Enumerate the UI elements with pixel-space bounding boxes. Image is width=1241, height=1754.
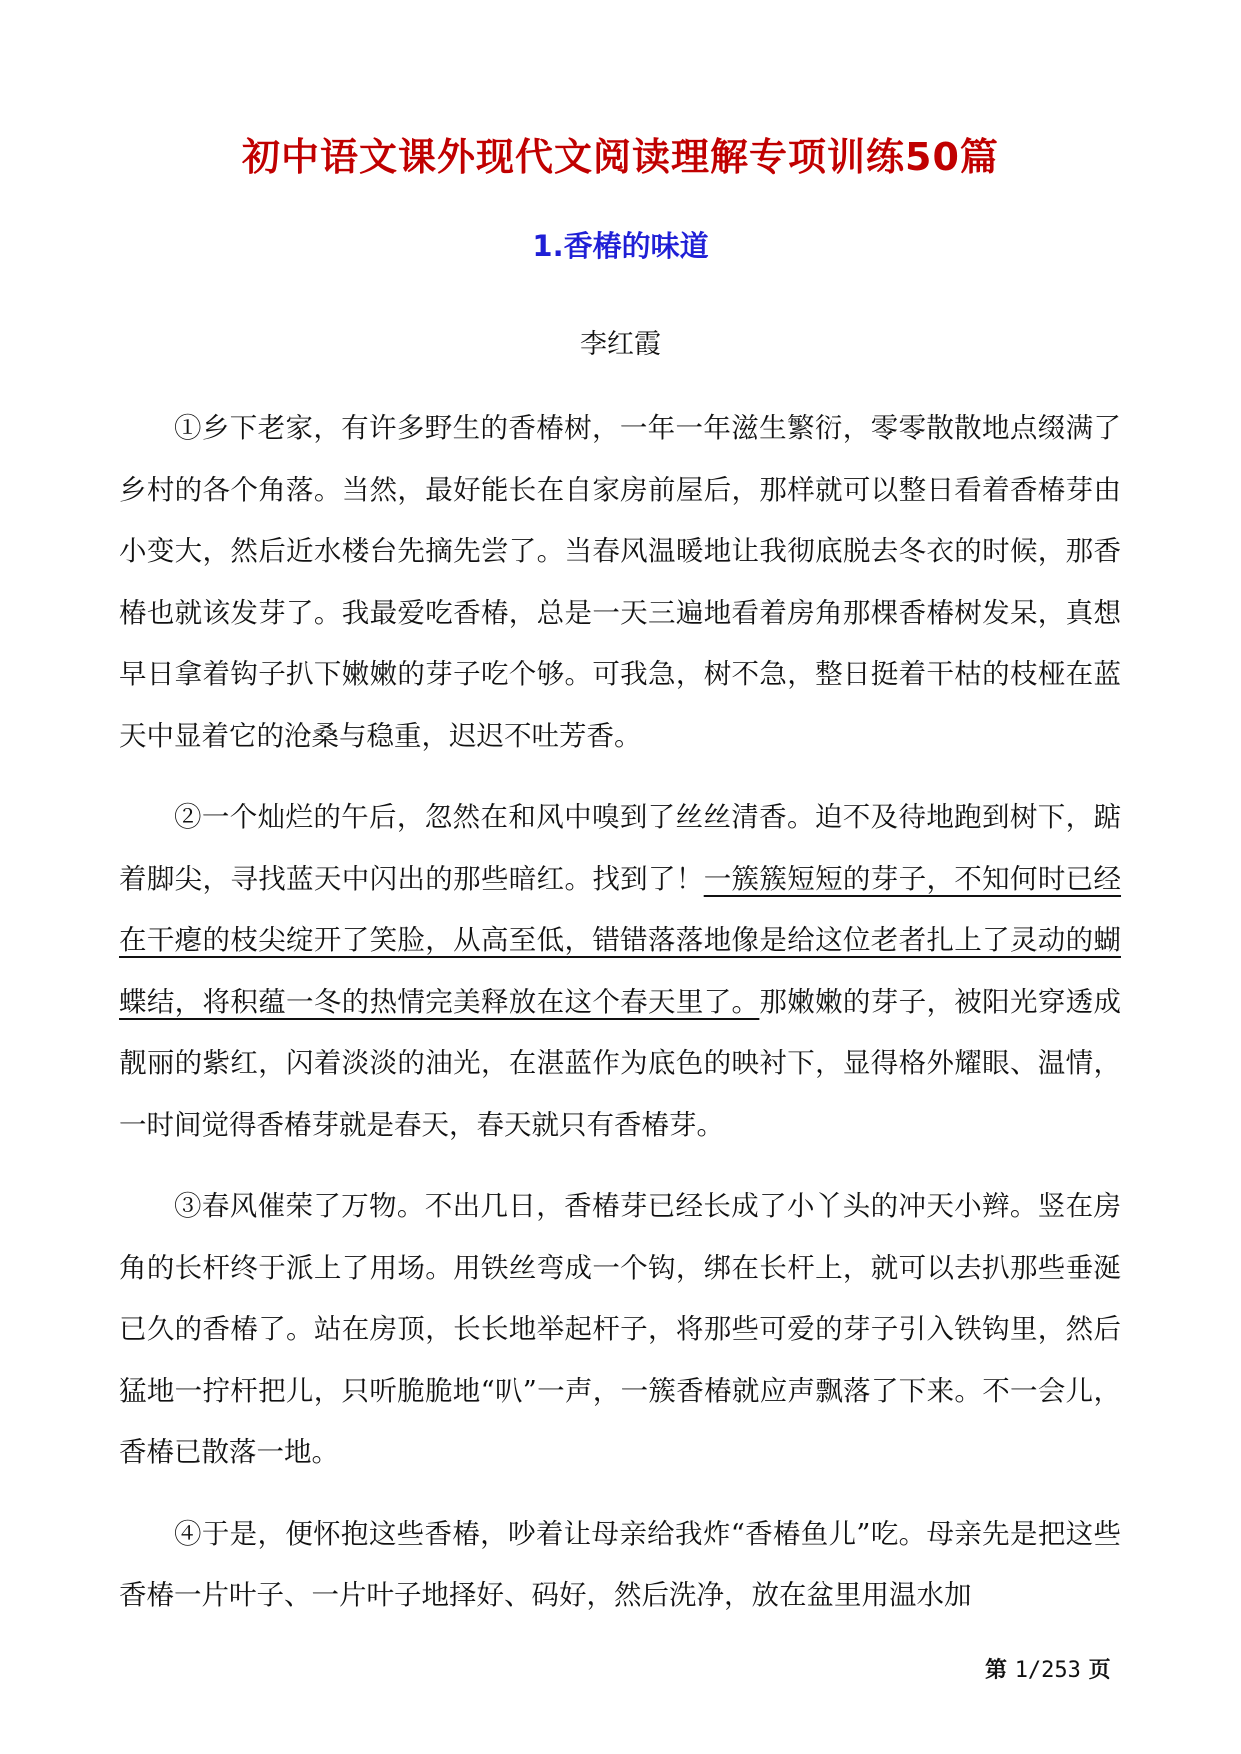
paragraph-2: [119, 787, 1121, 1156]
page-number-prefix: 第: [985, 1657, 1008, 1683]
paragraph-2-before: ②一个灿烂的午后，忽然在和风中嗅到了丝丝清香。迫不及待地跑到树下，踮着脚尖，寻找蓝天中闪出的那些暗红。找到了！: [119, 801, 1121, 895]
article-body: [119, 398, 1121, 1647]
article-title: 1.香椿的味道: [532, 229, 709, 263]
paragraph-4: ④于是，便怀抱这些香椿，吵着让母亲给我炸“香椿鱼儿”吃。母亲先是把这些香椿一片叶子、一片叶子地择好、码好，然后洗净，放在盆里用温水加: [119, 1517, 1121, 1611]
article-author: 李红霞: [580, 329, 661, 360]
document-title: 初中语文课外现代文阅读理解专项训练50篇: [242, 135, 999, 179]
paragraph-2-underlined-sentence: 一簇簇短短的芽子，不知何时已经在干瘪的枝尖绽开了笑脸，从高至低，错错落落地像是给这位老者扎上了灵动的蝴蝶结，将积蕴一冬的热情完美释放在这个春天里了。: [119, 862, 1122, 1018]
page-number: 1/253: [1014, 1658, 1081, 1683]
paragraph-1: ①乡下老家，有许多野生的香椿树，一年一年滋生繁衍，零零散散地点缀满了乡村的各个角落。当然，最好能长在自家房前屋后，那样就可以整日看着香椿芽由小变大，然后近水楼台先摘先尝了。当春风温暖地让我彻底脱去冬衣的时候，那香椿也就该发芽了。我最爱吃香椿，总是一天三遍地看着房角那棵香椿树发呆，真想早日拿着钩子扒下嫩嫩的芽子吃个够。可我急，树不急，整日挺着干枯的枝桠在蓝天中显着它的沧桑与稳重，迟迟不吐芳香。: [119, 412, 1121, 752]
paragraph-2-after: 那嫩嫩的芽子，被阳光穿透成靓丽的紫红，闪着淡淡的油光，在湛蓝作为底色的映衬下，显得格外耀眼、温情，一时间觉得香椿芽就是春天，春天就只有香椿芽。: [119, 985, 1122, 1141]
paragraph-3: ③春风催荣了万物。不出几日，香椿芽已经长成了小丫头的冲天小辫。竖在房角的长杆终于派上了用场。用铁丝弯成一个钩，绑在长杆上，就可以去扒那些垂涎已久的香椿了。站在房顶，长长地举起杆子，将那些可爱的芽子引入铁钩里，然后猛地一拧杆把儿，只听脆脆地“叭”一声，一簇香椿就应声飘落了下来。不一会儿，香椿已散落一地。: [119, 1190, 1121, 1468]
page-number-footer: [985, 1653, 1111, 1684]
page-number-suffix: 页: [1088, 1657, 1111, 1683]
